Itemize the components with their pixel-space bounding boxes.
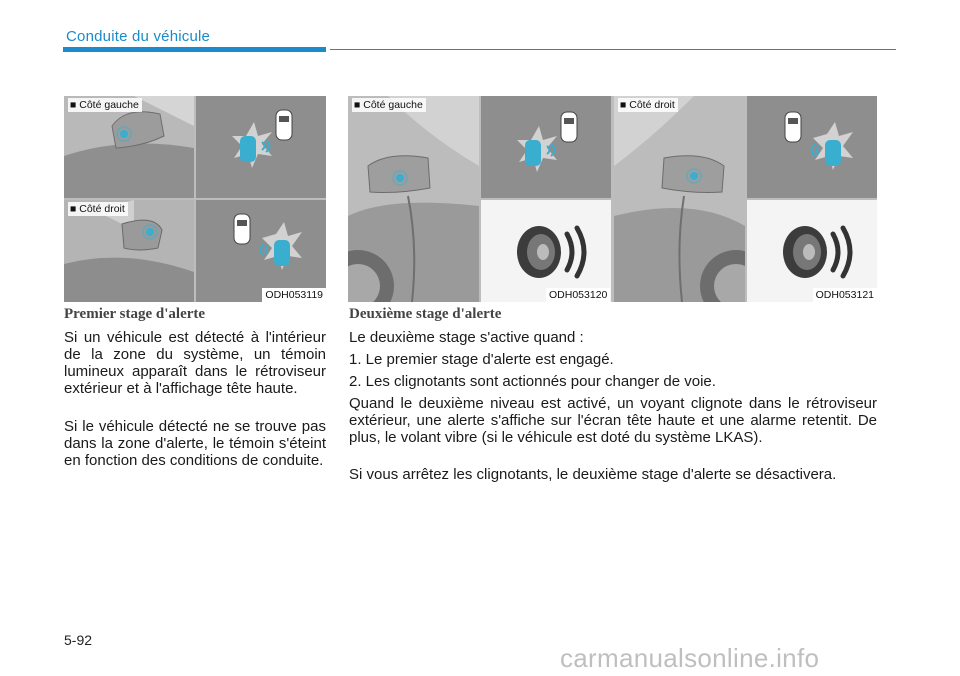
paragraph: 1. Le premier stage d'alerte est engagé.	[349, 351, 614, 368]
header-rule-thick	[63, 47, 326, 52]
figure-label-right-side: ■ Côté droit	[618, 98, 678, 112]
figure-label-right-side: ■ Côté droit	[68, 202, 128, 216]
paragraph: Quand le deuxième niveau est activé, un voyant clignote dans le rétroviseur extérieur, une alerte s'affiche sur l'écran tête haute et une alarme retentit. De plus, le volant vibre (si le véhicule est doté du système LKAS).	[349, 395, 877, 446]
hud-view-left	[481, 96, 611, 198]
hud-view-right	[747, 96, 877, 198]
figure-label-left-side: ■ Côté gauche	[68, 98, 142, 112]
paragraph: Si vous arrêtez les clignotants, le deuxième stage d'alerte se désactivera.	[349, 466, 837, 483]
section-heading-first-stage: Premier stage d'alerte	[64, 306, 206, 322]
figure-code: ODH053119	[262, 288, 326, 302]
own-car-icon	[561, 112, 577, 142]
page-number: 5-92	[64, 632, 93, 648]
own-car-icon	[234, 214, 250, 244]
figure-code-left: ODH053120	[546, 288, 610, 302]
header-rule-thin	[330, 49, 896, 50]
figure-first-stage	[64, 96, 326, 302]
paragraph: 2. Les clignotants sont actionnés pour changer de voie.	[349, 373, 716, 390]
own-car-icon	[276, 110, 292, 140]
door-photo-left	[348, 96, 479, 302]
paragraph: Si un véhicule est détecté à l'intérieur de la zone du système, un témoin lumineux apparaît dans le rétroviseur extérieur et à l'affichage tête haute.	[64, 329, 326, 397]
figure-label-left-side: ■ Côté gauche	[352, 98, 426, 112]
own-car-icon	[785, 112, 801, 142]
hud-view-right	[196, 200, 326, 302]
figure-second-stage	[348, 96, 877, 302]
section-title: Conduite du véhicule	[66, 28, 211, 45]
paragraph: Le deuxième stage s'active quand :	[349, 329, 584, 346]
speaker-alarm-right	[747, 200, 877, 302]
door-photo-right	[614, 96, 745, 302]
speaker-alarm-left	[481, 200, 611, 302]
watermark: carmanualsonline.info	[560, 643, 820, 673]
figure-code-right: ODH053121	[813, 288, 877, 302]
paragraph: Si le véhicule détecté ne se trouve pas dans la zone d'alerte, le témoin s'éteint en fonction des conditions de conduite.	[64, 418, 326, 469]
section-heading-second-stage: Deuxième stage d'alerte	[349, 306, 502, 322]
hud-view-left	[196, 96, 326, 198]
